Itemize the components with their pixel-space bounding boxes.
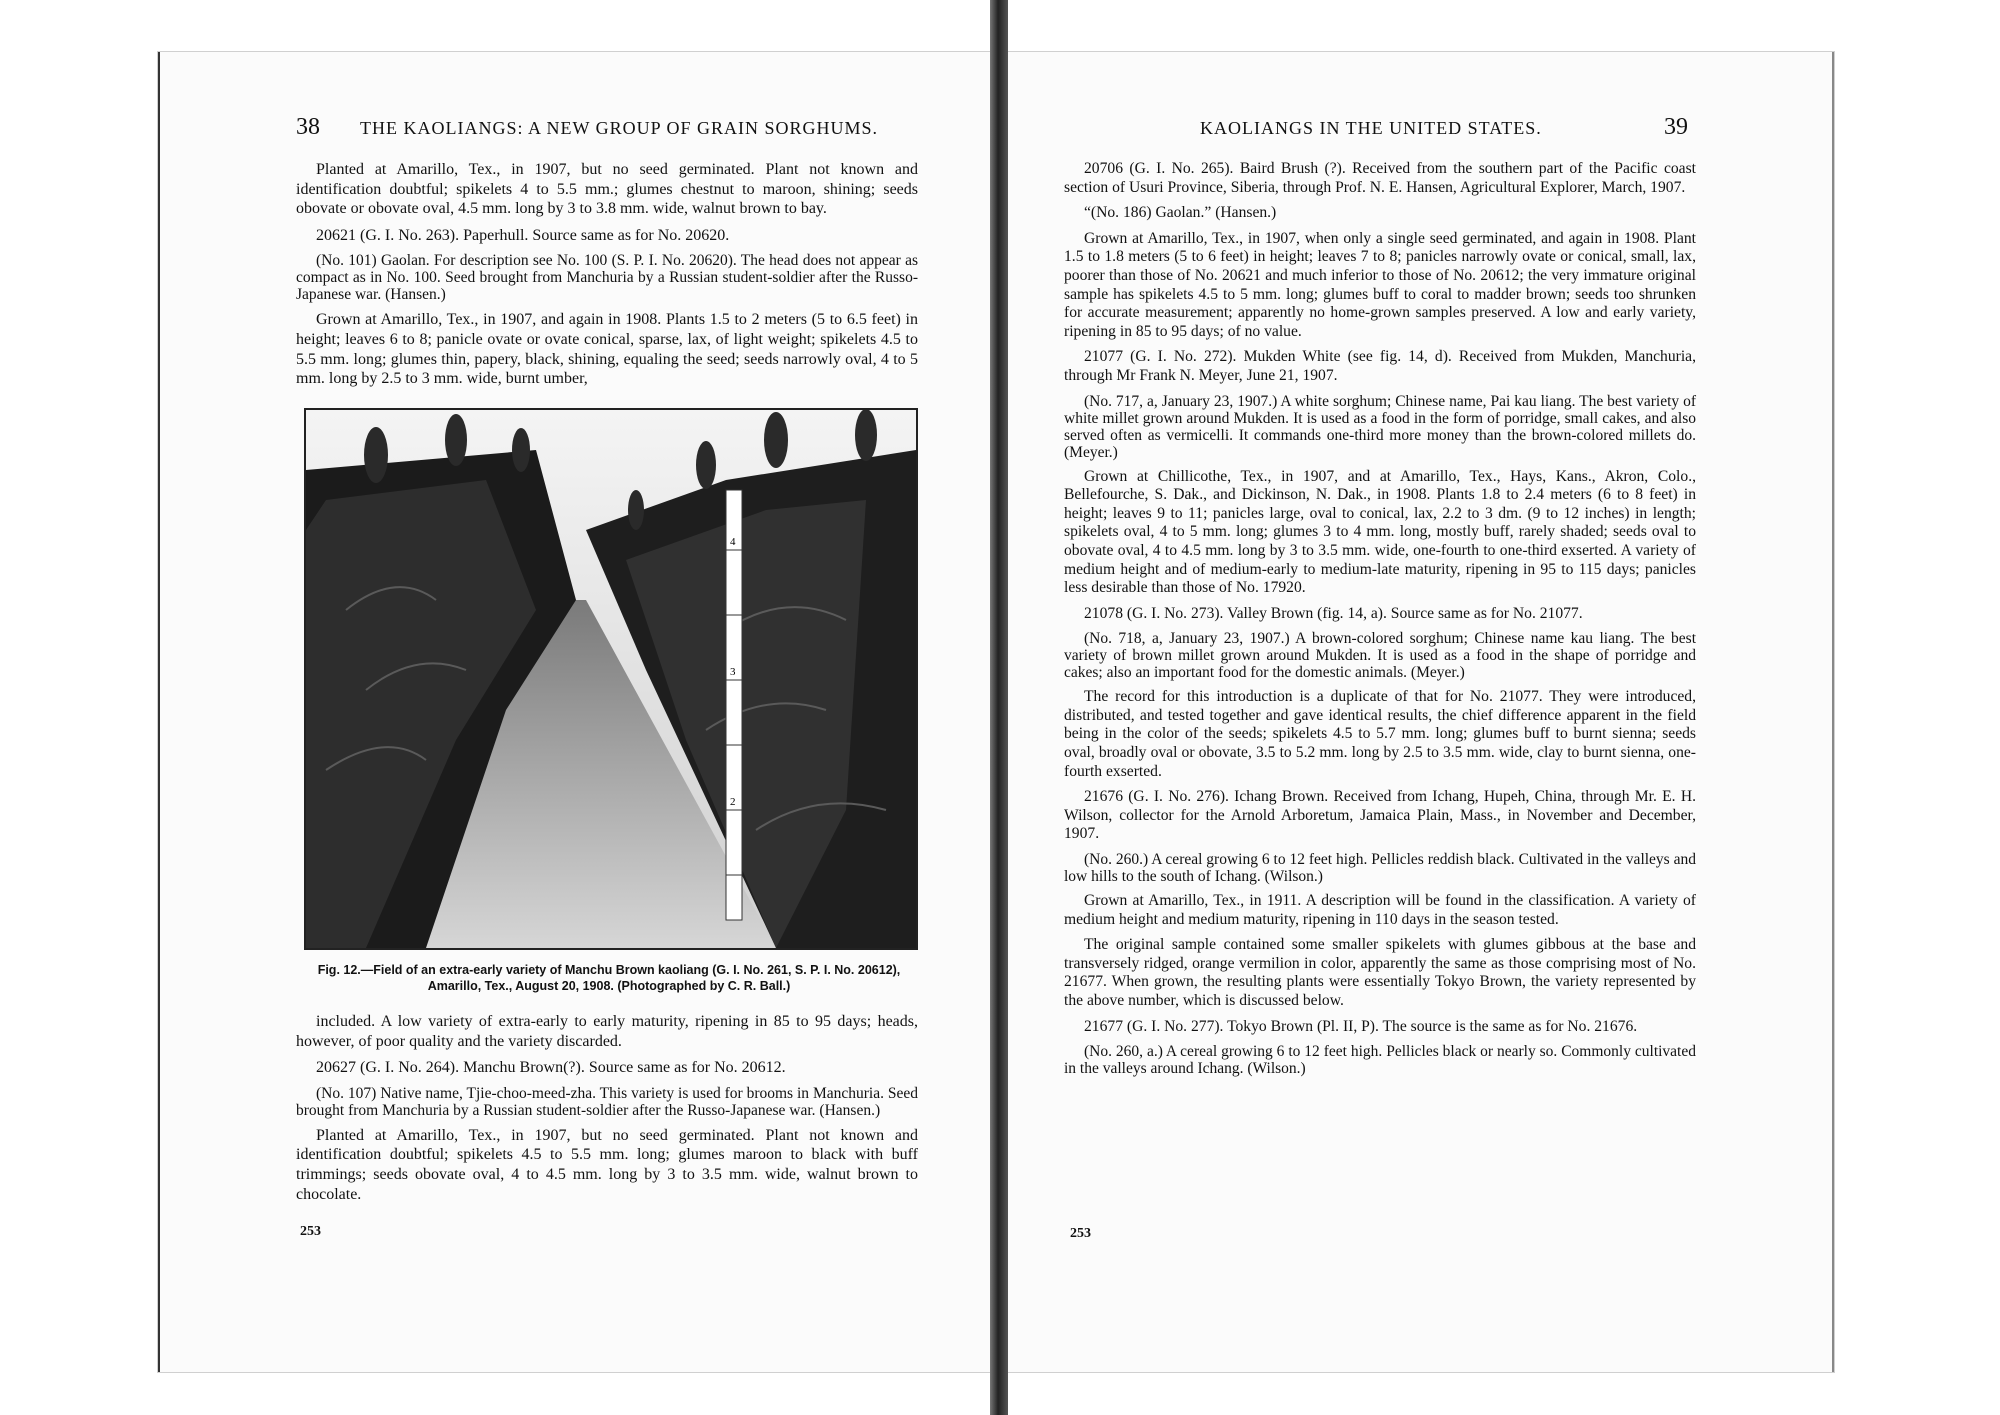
paragraph: The record for this introduction is a duplicate of that for No. 21077. They were introduced, distributed, and tested together and gave identical results, the chief difference apparent in the field being in the color of the seeds; spikelets 4.5 to 5.7 mm. long; glumes buff to burnt sienna; seeds oval, broadly oval or obovate, 3.5 to 5.2 mm. long by 2.5 to 3.5 mm. wide, clay to burnt sienna, one-fourth exserted. — [1064, 688, 1696, 780]
paragraph: 21077 (G. I. No. 272). Mukden White (see fig. 14, d). Received from Mukden, Manchuria, through Mr Frank N. Meyer, June 21, 1907. — [1064, 348, 1696, 384]
figure-photo — [304, 408, 918, 950]
paragraph: (No. 107) Native name, Tjie-choo-meed-zha. This variety is used for brooms in Manchuria. Seed brought from Manchuria by a Russian student-soldier after the Russo-Japanese war. (Hansen.) — [296, 1084, 918, 1119]
paragraph: Grown at Chillicothe, Tex., in 1907, and at Amarillo, Tex., Hays, Kans., Akron, Colo., Bellefourche, S. Dak., and Dickinson, N. Dak., in 1908. Plants 1.8 to 2.4 meters (6 to 8 feet) in height; leaves 9 to 11; panicles large, oval to conical, lax, 2.2 to 3 dm. (9 to 12 inches) in length; spikelets oval, 4 to 5 mm. long; glumes 3 to 4 mm. long, mostly buff, rarely shaded; seeds oval to obovate oval, 4 to 4.5 mm. long by 3 to 3.5 mm. wide, one-fourth to one-third exserted. A variety of medium height and of medium-early to medium-late maturity, ripening in 95 to 115 days; panicles less desirable than those of No. 17920. — [1064, 467, 1696, 597]
book-spine — [990, 0, 1008, 1415]
scale-mark: 3 — [730, 666, 736, 678]
paragraph: The original sample contained some smaller spikelets with glumes gibbous at the base and transversely ridged, orange vermilion in color, apparently the same as those comprising most of No. 21677. When grown, the resulting plants were essentially Tokyo Brown, the variety represented by the above number, which is discussed below. — [1064, 936, 1696, 1009]
paragraph: (No. 101) Gaolan. For description see No. 100 (S. P. I. No. 20620). The head does not appear as compact as in No. 100. Seed brought from Manchuria by a Russian student-soldier after the Russo-Japanese war. (Hansen.) — [296, 252, 918, 304]
paragraph: Planted at Amarillo, Tex., in 1907, but no seed germinated. Plant not known and identification doubtful; spikelets 4.5 to 5.5 mm. long; glumes maroon to black with buff trimmings; seeds obovate oval, 4 to 4.5 mm. long by 3 to 3.5 mm. wide, walnut brown to chocolate. — [296, 1126, 918, 1203]
paragraph: “(No. 186) Gaolan.” (Hansen.) — [1084, 204, 1277, 222]
right-text — [1064, 160, 1696, 1084]
scale-mark: 4 — [730, 536, 736, 548]
scale-mark: 2 — [730, 796, 736, 808]
left-page-number: 38 — [296, 114, 320, 140]
paragraph: 20706 (G. I. No. 265). Baird Brush (?). Received from the southern part of the Pacific coast section of Usuri Province, Siberia, through Prof. N. E. Hansen, Agricultural Explorer, March, 1907. — [1064, 160, 1696, 196]
right-running-head: KAOLIANGS IN THE UNITED STATES. — [1200, 118, 1542, 138]
sorghum-field-photo — [306, 410, 916, 948]
paragraph: Grown at Amarillo, Tex., in 1907, and again in 1908. Plants 1.5 to 2 meters (5 to 6.5 feet) in height; leaves 6 to 8; panicle ovate or ovate conical, sparse, lax, of light weight; spikelets 4.5 to 5.5 mm. long; glumes thin, papery, black, shining, equaling the seed; seeds narrowly oval, 4 to 5 mm. long by 2.5 to 3 mm. wide, burnt umber, — [296, 311, 918, 388]
left-text-top — [296, 160, 918, 396]
paragraph: 21078 (G. I. No. 273). Valley Brown (fig. 14, a). Source same as for No. 21077. — [1084, 604, 1583, 622]
right-page-number: 39 — [1664, 114, 1688, 140]
left-footer-number: 253 — [300, 1224, 321, 1239]
paragraph: 21676 (G. I. No. 276). Ichang Brown. Received from Ichang, Hupeh, China, through Mr. E. H. Wilson, collector for the Arnold Arboretum, Jamaica Plain, Mass., in November and December, 1907. — [1064, 788, 1696, 843]
paragraph: Grown at Amarillo, Tex., in 1907, when only a single seed germinated, and again in 1908. Plant 1.5 to 1.8 meters (5 to 6 feet) in height; leaves 7 to 8; panicles narrowly ovate or conical, small, lax, poorer than those of No. 20621 and much inferior to those of No. 20612; the very immature original sample has spikelets 4.5 to 5 mm. long; glumes buff to coral to madder brown; seeds too shrunken for accurate measurement; apparently no home-grown samples preserved. A low and early variety, ripening in 85 to 95 days; of no value. — [1064, 229, 1696, 340]
paragraph: (No. 718, a, January 23, 1907.) A brown-colored sorghum; Chinese name kau liang. The best variety of brown millet grown around Mukden. It is used as a food in the shape of porridge and cakes; also an important food for the domestic animals. (Meyer.) — [1064, 630, 1696, 682]
left-running-head: THE KAOLIANGS: A NEW GROUP OF GRAIN SORGHUMS. — [360, 118, 879, 138]
paragraph: (No. 260, a.) A cereal growing 6 to 12 feet high. Pellicles black or nearly so. Commonly cultivated in the valleys around Ichang. (Wilson.) — [1064, 1043, 1696, 1078]
paragraph: included. A low variety of extra-early to early maturity, ripening in 85 to 95 days; heads, however, of poor quality and the variety discarded. — [296, 1013, 918, 1050]
paragraph: 20621 (G. I. No. 263). Paperhull. Source same as for No. 20620. — [316, 226, 730, 244]
figure-caption: Fig. 12.—Field of an extra-early variety of Manchu Brown kaoliang (G. I. No. 261, S. P. I. No. 20612), Amarillo, Tex., August 20, 1908. (Photographed by C. R. Ball.) — [317, 963, 901, 993]
paragraph: (No. 260.) A cereal growing 6 to 12 feet high. Pellicles reddish black. Cultivated in the valleys and low hills to the south of Ichang. (Wilson.) — [1064, 851, 1696, 886]
right-footer-number: 253 — [1070, 1226, 1091, 1241]
paragraph: Planted at Amarillo, Tex., in 1907, but no seed germinated. Plant not known and identification doubtful; spikelets 4 to 5.5 mm.; glumes chestnut to maroon, shining; seeds obovate or obovate oval, 4.5 mm. long by 3 to 3.8 mm. wide, walnut brown to bay. — [296, 161, 918, 218]
paragraph: (No. 717, a, January 23, 1907.) A white sorghum; Chinese name, Pai kau liang. The best variety of white millet grown around Mukden. It is used as a food in the form of porridge, small cakes, and also served often as vermicelli. It commands one-third more money than the brown-colored millets do. (Meyer.) — [1064, 392, 1696, 461]
paragraph: 20627 (G. I. No. 264). Manchu Brown(?). Source same as for No. 20612. — [316, 1059, 786, 1077]
paragraph: 21677 (G. I. No. 277). Tokyo Brown (Pl. II, P). The source is the same as for No. 21676. — [1084, 1017, 1638, 1035]
left-text-bottom — [296, 1012, 918, 1211]
paragraph: Grown at Amarillo, Tex., in 1911. A description will be found in the classification. A variety of medium height and medium maturity, ripening in 110 days in the season tested. — [1064, 892, 1696, 928]
